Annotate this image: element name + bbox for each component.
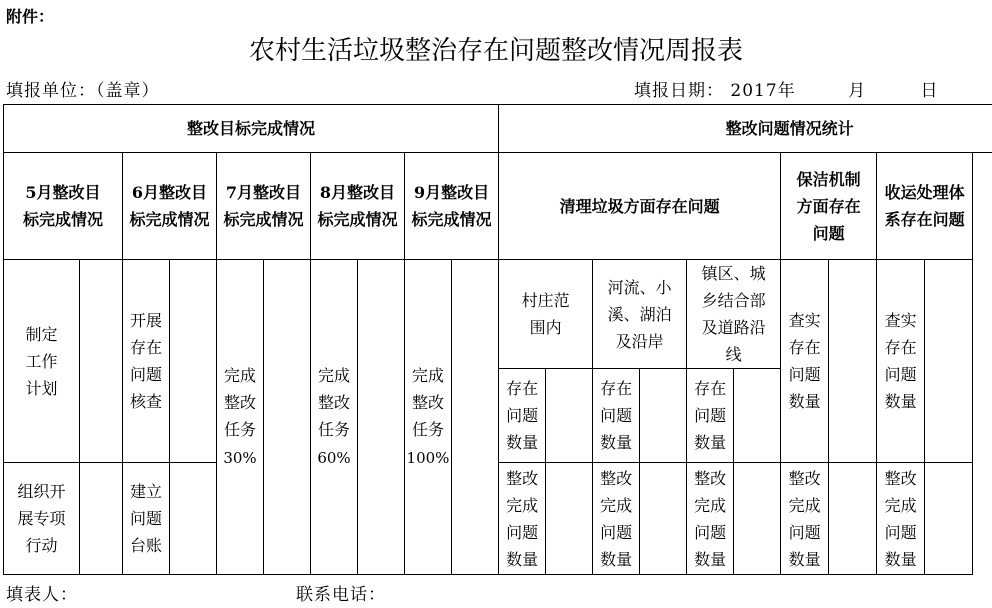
town-fixed-count: 整改完成问题数量 — [687, 463, 734, 575]
phone-label: 联系电话： — [296, 585, 386, 605]
may-goal-header: 5月整改目标完成情况 — [4, 153, 123, 260]
transport-check-count: 查实存在问题数量 — [877, 260, 925, 463]
village-area-subheader: 村庄范围内 — [499, 260, 593, 369]
june-check-value — [170, 260, 217, 463]
village-fixed-value — [546, 463, 593, 575]
river-exist-value — [640, 369, 687, 463]
transport-check-value — [925, 260, 973, 463]
village-exist-count: 存在问题数量 — [499, 369, 546, 463]
august-goal-header: 8月整改目标完成情况 — [311, 153, 405, 260]
filler-label: 填表人： — [6, 585, 78, 605]
september-value — [452, 260, 499, 575]
date-label: 填报日期： — [634, 81, 724, 101]
june-goal-header: 6月整改目标完成情况 — [123, 153, 217, 260]
river-lake-subheader: 河流、小溪、湖泊及沿岸 — [593, 260, 687, 369]
village-exist-value — [546, 369, 593, 463]
transport-system-header: 收运处理体系存在问题 — [877, 153, 973, 260]
reporting-unit-label: 填报单位：（盖章） — [6, 81, 160, 101]
river-exist-count: 存在问题数量 — [593, 369, 640, 463]
july-percent: 30% — [223, 449, 257, 467]
august-value — [358, 260, 405, 575]
date-year: 2017年 — [730, 81, 796, 101]
weekly-report-table — [3, 104, 992, 575]
town-fixed-value — [734, 463, 781, 575]
transport-fixed-count: 整改完成问题数量 — [877, 463, 925, 575]
august-task: 完成整改任务 60% — [311, 260, 358, 575]
may-plan-value — [80, 260, 123, 463]
report-title: 农村生活垃圾整治存在问题整改情况周报表 — [248, 36, 743, 66]
reporting-date — [634, 76, 938, 101]
may-item-plan: 制定工作计划 — [4, 260, 80, 463]
river-fixed-count: 整改完成问题数量 — [593, 463, 640, 575]
may-action-value — [80, 463, 123, 575]
goal-completion-header: 整改目标完成情况 — [4, 105, 499, 153]
september-percent: 100% — [406, 449, 450, 467]
cleaning-check-count: 查实存在问题数量 — [781, 260, 829, 463]
date-month: 月 — [848, 81, 867, 101]
cleanup-issues-header: 清理垃圾方面存在问题 — [499, 153, 781, 260]
june-item-ledger: 建立问题台账 — [123, 463, 170, 575]
cleaning-fixed-count: 整改完成问题数量 — [781, 463, 829, 575]
june-ledger-value — [170, 463, 217, 575]
town-exist-count: 存在问题数量 — [687, 369, 734, 463]
may-item-action: 组织开展专项行动 — [4, 463, 80, 575]
cleaning-check-value — [829, 260, 877, 463]
july-task: 完成整改任务 30% — [217, 260, 264, 575]
august-percent: 60% — [317, 449, 351, 467]
town-exist-value — [734, 369, 781, 463]
transport-fixed-value — [925, 463, 973, 575]
date-day: 日 — [920, 81, 939, 101]
june-item-check: 开展存在问题核查 — [123, 260, 170, 463]
july-goal-header: 7月整改目标完成情况 — [217, 153, 311, 260]
july-value — [264, 260, 311, 575]
cleaning-fixed-value — [829, 463, 877, 575]
cleaning-mechanism-header: 保洁机制方面存在问题 — [781, 153, 877, 260]
town-road-subheader: 镇区、城乡结合部及道路沿线 — [687, 260, 781, 369]
september-goal-header: 9月整改目标完成情况 — [405, 153, 499, 260]
attachment-label: 附件： — [6, 7, 55, 26]
issue-statistics-header: 整改问题情况统计 — [499, 105, 992, 153]
september-task: 完成整改任务 100% — [405, 260, 452, 575]
village-fixed-count: 整改完成问题数量 — [499, 463, 546, 575]
river-fixed-value — [640, 463, 687, 575]
